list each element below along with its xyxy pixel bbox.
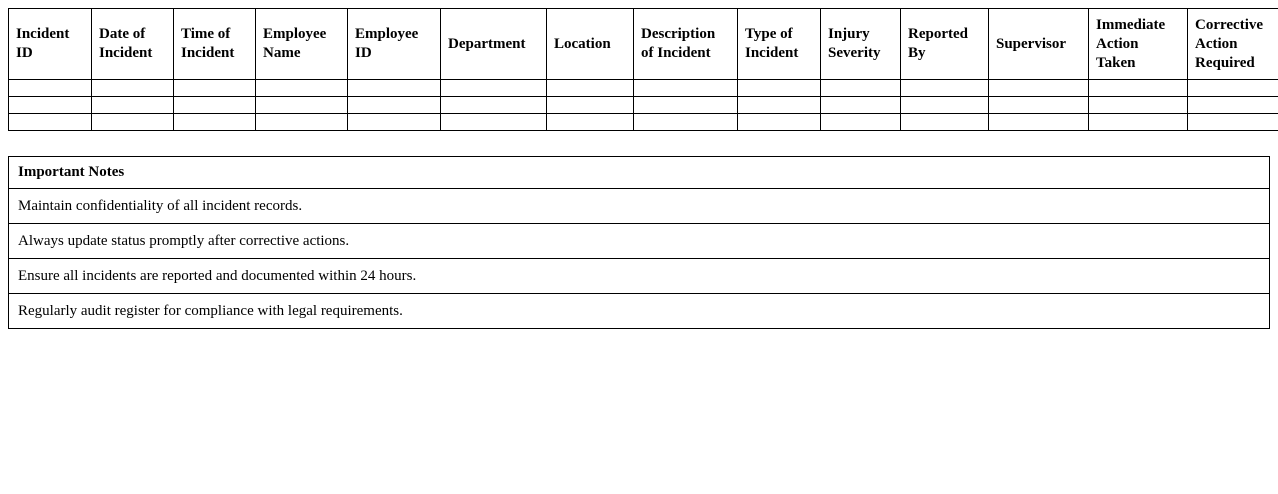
- empty-cell: [9, 80, 92, 97]
- column-header-supervisor: Supervisor: [989, 9, 1089, 80]
- note-row: [9, 294, 1270, 329]
- important-notes-table: [8, 156, 1270, 329]
- empty-cell: [547, 114, 634, 131]
- notes-title-row: [9, 157, 1270, 189]
- empty-cell: [901, 114, 989, 131]
- empty-cell: [1188, 80, 1278, 97]
- empty-cell: [9, 114, 92, 131]
- note-text: Maintain confidentiality of all incident records.: [9, 189, 1270, 224]
- column-header-employee-name: Employee Name: [256, 9, 348, 80]
- empty-cell: [901, 80, 989, 97]
- notes-title: Important Notes: [9, 157, 1270, 189]
- register-empty-row: [9, 80, 1278, 97]
- empty-cell: [348, 97, 441, 114]
- empty-cell: [441, 80, 547, 97]
- note-row: [9, 259, 1270, 294]
- empty-cell: [256, 80, 348, 97]
- empty-cell: [821, 80, 901, 97]
- empty-cell: [821, 114, 901, 131]
- empty-cell: [547, 80, 634, 97]
- empty-cell: [441, 114, 547, 131]
- column-header-time-of-incident: Time of Incident: [174, 9, 256, 80]
- column-header-employee-id: Employee ID: [348, 9, 441, 80]
- note-text: Always update status promptly after corrective actions.: [9, 224, 1270, 259]
- empty-cell: [821, 97, 901, 114]
- empty-cell: [256, 97, 348, 114]
- empty-cell: [1188, 114, 1278, 131]
- empty-cell: [1089, 114, 1188, 131]
- column-header-immediate-action-taken: Immediate Action Taken: [1089, 9, 1188, 80]
- empty-cell: [901, 97, 989, 114]
- empty-cell: [547, 97, 634, 114]
- note-text: Ensure all incidents are reported and documented within 24 hours.: [9, 259, 1270, 294]
- empty-cell: [1089, 80, 1188, 97]
- incident-register-table: [8, 8, 1278, 131]
- page: [0, 8, 1278, 494]
- empty-cell: [174, 97, 256, 114]
- empty-cell: [634, 80, 738, 97]
- column-header-date-of-incident: Date of Incident: [92, 9, 174, 80]
- note-text: Regularly audit register for compliance with legal requirements.: [9, 294, 1270, 329]
- note-row: [9, 224, 1270, 259]
- empty-cell: [1188, 97, 1278, 114]
- column-header-reported-by: Reported By: [901, 9, 989, 80]
- empty-cell: [92, 97, 174, 114]
- register-header-row: [9, 9, 1278, 80]
- column-header-type-of-incident: Type of Incident: [738, 9, 821, 80]
- empty-cell: [738, 80, 821, 97]
- empty-cell: [1089, 97, 1188, 114]
- empty-cell: [348, 114, 441, 131]
- empty-cell: [634, 97, 738, 114]
- register-empty-row: [9, 114, 1278, 131]
- empty-cell: [441, 97, 547, 114]
- empty-cell: [634, 114, 738, 131]
- empty-cell: [989, 114, 1089, 131]
- empty-cell: [738, 97, 821, 114]
- register-empty-row: [9, 97, 1278, 114]
- column-header-injury-severity: Injury Severity: [821, 9, 901, 80]
- column-header-location: Location: [547, 9, 634, 80]
- empty-cell: [9, 97, 92, 114]
- empty-cell: [738, 114, 821, 131]
- column-header-corrective-action-required: Corrective Action Required: [1188, 9, 1278, 80]
- empty-cell: [174, 80, 256, 97]
- empty-cell: [989, 97, 1089, 114]
- empty-cell: [92, 80, 174, 97]
- column-header-description-of-incident: Description of Incident: [634, 9, 738, 80]
- empty-cell: [256, 114, 348, 131]
- column-header-incident-id: Incident ID: [9, 9, 92, 80]
- note-row: [9, 189, 1270, 224]
- column-header-department: Department: [441, 9, 547, 80]
- empty-cell: [989, 80, 1089, 97]
- empty-cell: [174, 114, 256, 131]
- empty-cell: [348, 80, 441, 97]
- empty-cell: [92, 114, 174, 131]
